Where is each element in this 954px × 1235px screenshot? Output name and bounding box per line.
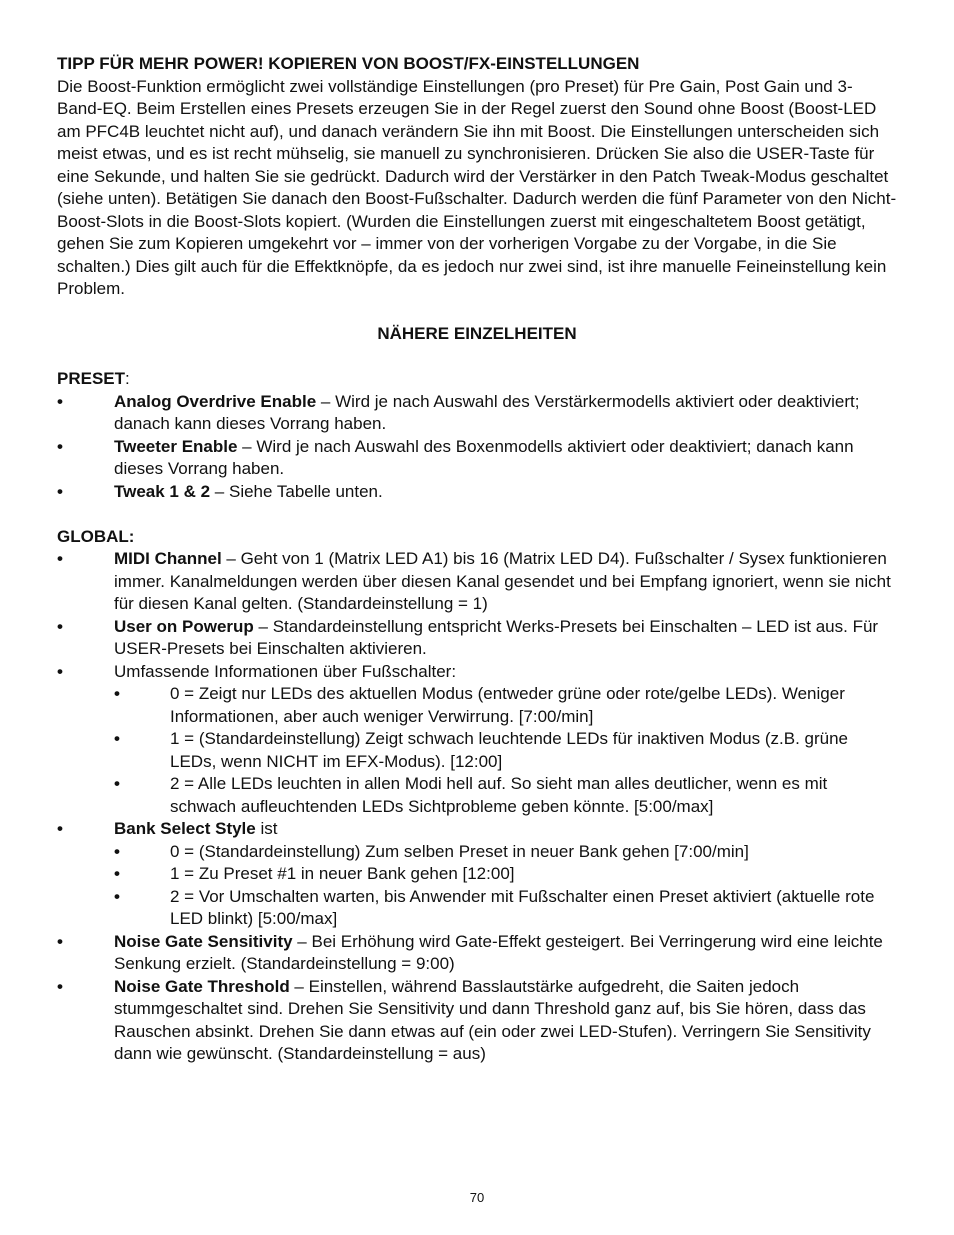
list-item-noise-gate-sensitivity <box>57 931 897 976</box>
option-text: 2 = Alle LEDs leuchten in allen Modi hell auf. So sieht man alles deutlicher, wenn es mit schwach aufleuchtenden LEDs Sichtprobleme geben könnte. [5:00/max] <box>170 774 828 816</box>
global-label-text: GLOBAL: <box>57 526 135 546</box>
bullet: • <box>114 729 120 748</box>
bullet: • <box>57 819 63 838</box>
tip-heading: TIPP FÜR MEHR POWER! KOPIEREN VON BOOST/FX-EINSTELLUNGEN <box>57 54 640 73</box>
footswitch-options <box>114 683 897 818</box>
manual-page <box>57 53 897 1066</box>
desc-user-on-powerup: – Standardeinstellung entspricht Werks-Presets bei Einschalten – LED ist aus. Für USER-Presets bei Einschalten aktivieren. <box>114 616 879 658</box>
preset-label <box>57 368 897 391</box>
footswitch-option-0 <box>114 683 897 728</box>
term-analog-overdrive: Analog Overdrive Enable <box>114 391 317 411</box>
list-item-tweeter-enable <box>57 436 897 481</box>
footswitch-option-1 <box>114 728 897 773</box>
tip-body: Die Boost-Funktion ermöglicht zwei vollständige Einstellungen (pro Preset) für Pre Gain, Post Gain und 3-Band-EQ. Beim Erstellen eines Presets erzeugen Sie in der Regel zuerst den Sound ohne Boost (Boost-LED am PFC4B leuchtet nicht auf), und danach verändern Sie ihn mit Boost. Die Einstellungen unterscheiden sich meist etwas, und es ist recht mühselig, sie manuell zu synchronisieren. Drücken Sie also die USER-Taste für eine Sekunde, und halten Sie sie gedrückt. Dadurch wird der Verstärker in den Patch Tweak-Modus geschaltet (siehe unten). Betätigen Sie danach den Boost-Fußschalter. Dadurch werden die fünf Parameter von den Nicht-Boost-Slots in die Boost-Slots kopiert. (Wurden die Einstellungen zuerst mit eingeschaltetem Boost getätigt, gehen Sie zum Kopieren umgekehrt vor – immer von der vorherigen Vorgabe zu der Vorgabe, in die Sie schalten.) Dies gilt auch für die Effektknöpfe, da es jedoch nur zwei sind, ist ihre manuelle Feineinstellung kein Problem. <box>57 76 897 298</box>
option-text: 0 = (Standardeinstellung) Zum selben Preset in neuer Bank gehen [7:00/min] <box>170 841 749 861</box>
footswitch-option-2 <box>114 773 897 818</box>
option-text: 1 = (Standardeinstellung) Zeigt schwach leuchtende LEDs für inaktiven Modus (z.B. grüne LEDs, wenn NICHT im EFX-Modus). [12:00] <box>170 729 849 771</box>
bank-select-options <box>114 841 897 931</box>
desc-midi-channel: – Geht von 1 (Matrix LED A1) bis 16 (Matrix LED D4). Fußschalter / Sysex funktionieren immer. Kanalmeldungen werden über diesen Kanal gesendet und bei Empfang ignoriert, wenn sie nicht für diesen Kanal gelten. (Standardeinstellung = 1) <box>114 549 891 613</box>
desc-analog-overdrive: – Wird je nach Auswahl des Verstärkermodells aktiviert oder deaktiviert; danach kann dieses Vorrang haben. <box>114 391 860 433</box>
term-tweeter-enable: Tweeter Enable <box>114 436 238 456</box>
term-noise-gate-threshold: Noise Gate Threshold <box>114 976 290 996</box>
bullet: • <box>114 684 120 703</box>
option-text: 2 = Vor Umschalten warten, bis Anwender mit Fußschalter einen Preset aktiviert (aktuelle rote LED blinkt) [5:00/max] <box>170 886 875 928</box>
section-spacer <box>57 503 897 526</box>
desc-footswitch-info: Umfassende Informationen über Fußschalter: <box>114 661 457 681</box>
bullet: • <box>57 436 63 456</box>
list-item-noise-gate-threshold <box>57 976 897 1066</box>
term-noise-gate-sensitivity: Noise Gate Sensitivity <box>114 931 293 951</box>
bullet: • <box>57 661 63 681</box>
page-number: 70 <box>469 1190 485 1205</box>
list-item-footswitch-info <box>57 661 897 819</box>
bullet: • <box>57 549 63 568</box>
list-item-bank-select-style <box>57 818 897 931</box>
list-item-midi-channel <box>57 548 897 616</box>
bullet: • <box>57 391 63 411</box>
global-label <box>57 526 897 549</box>
bullet: • <box>57 976 63 996</box>
term-bank-select-style: Bank Select Style <box>114 819 256 838</box>
bank-option-1 <box>114 863 897 886</box>
bank-option-2 <box>114 886 897 931</box>
bullet: • <box>114 841 120 861</box>
desc-bank-select-style: ist <box>255 819 278 838</box>
desc-noise-gate-sensitivity: – Bei Erhöhung wird Gate-Effekt gesteigert. Bei Verringerung wird eine leichte Senkung erzielt. (Standardeinstellung = 9:00) <box>114 931 883 973</box>
bank-option-0 <box>114 841 897 864</box>
details-heading: NÄHERE EINZELHEITEN <box>377 324 577 343</box>
term-tweak: Tweak 1 & 2 <box>114 481 211 501</box>
bullet: • <box>57 481 63 501</box>
bullet: • <box>57 931 63 951</box>
preset-label-text: PRESET <box>57 369 126 388</box>
list-item-tweak <box>57 481 897 504</box>
bullet: • <box>114 886 120 906</box>
desc-tweak: – Siehe Tabelle unten. <box>210 481 383 501</box>
term-user-on-powerup: User on Powerup <box>114 616 254 636</box>
preset-label-colon: : <box>125 369 130 388</box>
desc-noise-gate-threshold: – Einstellen, während Basslautstärke aufgedreht, die Saiten jedoch stummgeschaltet sind. Drehen Sie Sensitivity und dann Threshold ganz auf, bis Sie hören, dass das Rauschen absinkt. Drehen Sie dann etwas auf (ein oder zwei LED-Stufen). Verringern Sie Sensitivity dann wie gewünscht. (Standardeinstellung = aus) <box>114 976 871 1063</box>
preset-list <box>57 391 897 504</box>
list-item-analog-overdrive <box>57 391 897 436</box>
option-text: 0 = Zeigt nur LEDs des aktuellen Modus (entweder grüne oder rote/gelbe LEDs). Weniger Informationen, aber auch weniger Verwirrung. [7:00/min] <box>170 684 845 726</box>
term-midi-channel: MIDI Channel <box>114 549 222 568</box>
desc-tweeter-enable: – Wird je nach Auswahl des Boxenmodells aktiviert oder deaktiviert; danach kann dieses Vorrang haben. <box>114 436 854 478</box>
bullet: • <box>57 616 63 636</box>
global-list <box>57 548 897 1066</box>
option-text: 1 = Zu Preset #1 in neuer Bank gehen [12:00] <box>170 864 515 883</box>
list-item-user-on-powerup <box>57 616 897 661</box>
bullet: • <box>114 774 120 793</box>
bullet: • <box>114 864 120 883</box>
